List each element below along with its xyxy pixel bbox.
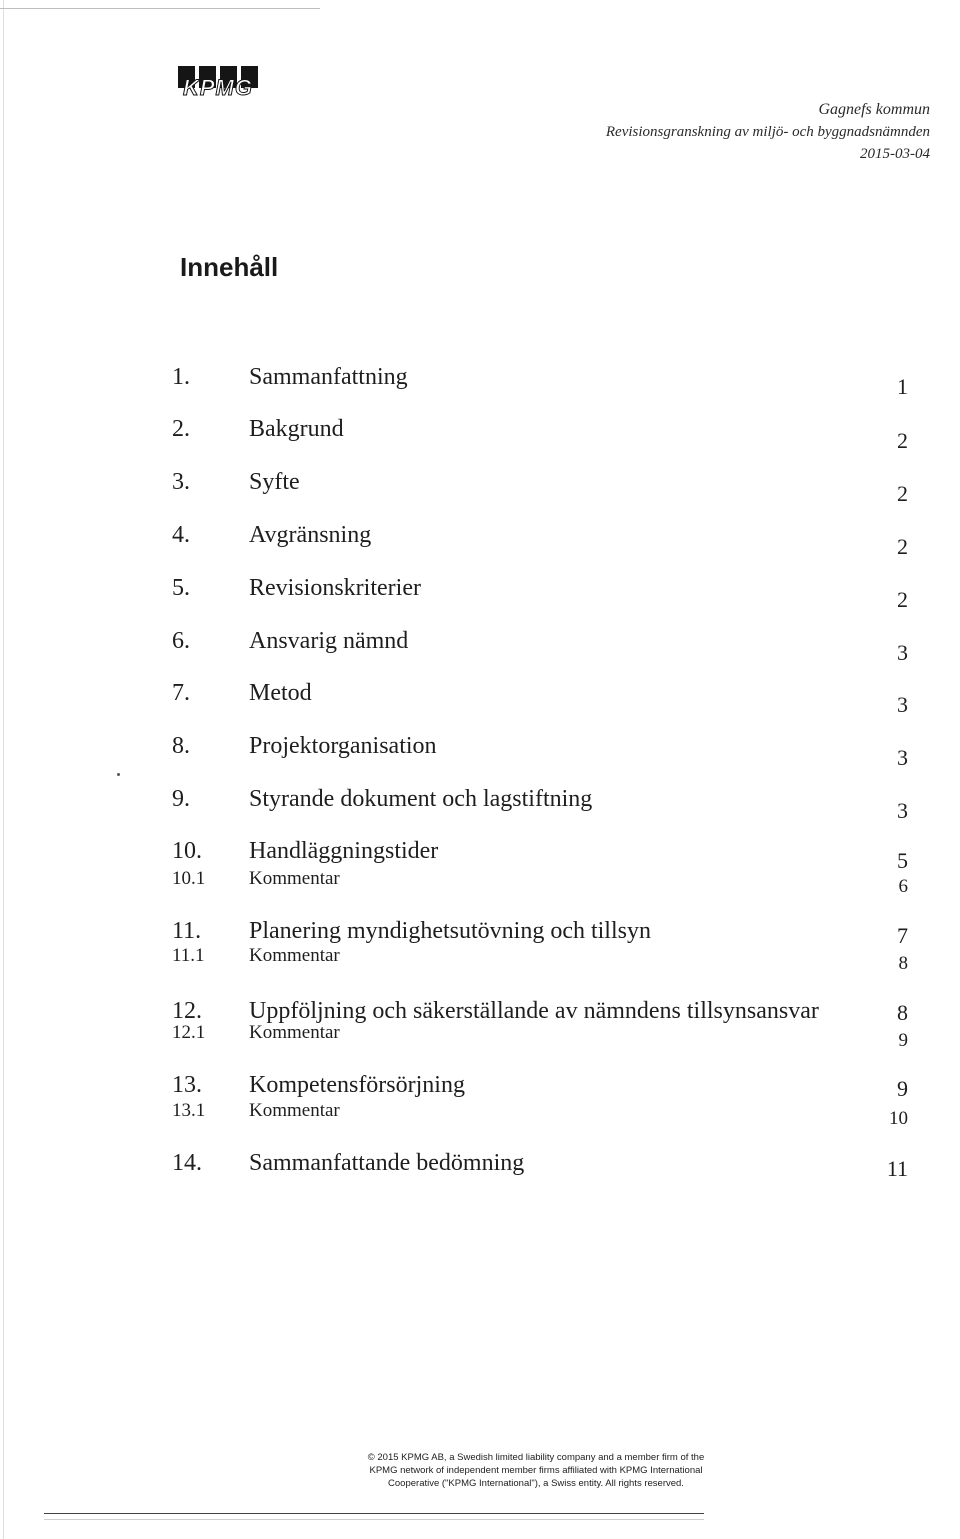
- toc-label: Handläggningstider: [249, 838, 439, 864]
- toc-label: Sammanfattning: [249, 364, 408, 390]
- toc-label: Planering myndighetsutövning och tillsyn: [249, 918, 651, 944]
- toc-label: Kommentar: [249, 1022, 340, 1043]
- toc-label: Projektorganisation: [249, 733, 437, 759]
- toc-page: 3: [897, 692, 908, 717]
- toc-number: 1.: [172, 364, 190, 390]
- toc-label: Ansvarig nämnd: [249, 628, 409, 654]
- toc-page: 7: [897, 923, 908, 948]
- kpmg-logo: [178, 66, 258, 102]
- toc-page: 2: [897, 428, 908, 453]
- toc-page: 2: [897, 534, 908, 559]
- header-date: 2015-03-04: [860, 146, 930, 162]
- toc-number: 12.1: [172, 1022, 206, 1043]
- toc-page: 3: [897, 745, 908, 770]
- footer-line: Cooperative ("KPMG International"), a Swiss entity. All rights reserved.: [388, 1478, 684, 1489]
- toc-label: Syfte: [249, 469, 300, 495]
- copyright-footer: [336, 1451, 736, 1490]
- toc-label: Sammanfattande bedömning: [249, 1150, 525, 1176]
- logo-text: KPMG: [183, 75, 253, 100]
- bottom-rule-light: [44, 1519, 704, 1520]
- toc-label: Styrande dokument och lagstiftning: [249, 786, 593, 812]
- toc-page: 9: [898, 1030, 908, 1051]
- page-edge: [3, 0, 4, 1539]
- toc-number: 2.: [172, 416, 190, 442]
- bottom-rule: [44, 1513, 704, 1514]
- page-title: Innehåll: [180, 252, 279, 282]
- toc-number: 8.: [172, 733, 190, 759]
- toc-page: 3: [897, 798, 908, 823]
- toc-page: 3: [897, 640, 908, 665]
- toc-number: 5.: [172, 575, 190, 601]
- toc-label: Kommentar: [249, 868, 340, 889]
- toc-page: 2: [897, 481, 908, 506]
- footer-line: KPMG network of independent member firms affiliated with KPMG International: [369, 1465, 703, 1476]
- toc-page: 8: [897, 1000, 908, 1025]
- toc-label: Uppföljning och säkerställande av nämndens tillsynsansvar: [249, 998, 819, 1024]
- toc-number: 11.: [172, 918, 202, 944]
- toc-number: 4.: [172, 522, 190, 548]
- toc-label: Bakgrund: [249, 416, 344, 442]
- header-company: Gagnefs kommun: [818, 101, 930, 118]
- toc-number: 10.: [172, 838, 202, 864]
- toc-number: 9.: [172, 786, 190, 812]
- toc-number: 6.: [172, 628, 190, 654]
- toc-number: 13.1: [172, 1100, 206, 1121]
- toc-page: 2: [897, 587, 908, 612]
- toc-label: Metod: [249, 680, 312, 706]
- toc-number: 10.1: [172, 868, 206, 889]
- document-header: [606, 99, 930, 165]
- toc-page: 10: [889, 1108, 908, 1129]
- toc-number: 3.: [172, 469, 190, 495]
- toc-label: Kommentar: [249, 1100, 340, 1121]
- toc-label: Avgränsning: [249, 522, 372, 548]
- toc-page: 8: [898, 953, 908, 974]
- toc-number: 7.: [172, 680, 190, 706]
- toc-number: 13.: [172, 1072, 202, 1098]
- stray-dot: [117, 773, 120, 776]
- toc-label: Kommentar: [249, 945, 340, 966]
- toc-label: Revisionskriterier: [249, 575, 421, 601]
- toc-label: Kompetensförsörjning: [249, 1072, 465, 1098]
- toc-number: 11.1: [172, 945, 205, 966]
- header-subject: Revisionsgranskning av miljö- och byggnadsnämnden: [605, 124, 930, 140]
- toc-number: 12.: [172, 998, 202, 1024]
- toc-page: 11: [886, 1156, 908, 1181]
- footer-line: © 2015 KPMG AB, a Swedish limited liability company and a member firm of the: [367, 1452, 705, 1463]
- toc-page: 5: [897, 848, 908, 873]
- top-rule: [0, 8, 320, 9]
- toc-number: 14.: [172, 1150, 202, 1176]
- toc-page: 9: [897, 1076, 908, 1101]
- toc-page: 1: [897, 374, 908, 399]
- toc-page: 6: [898, 876, 908, 897]
